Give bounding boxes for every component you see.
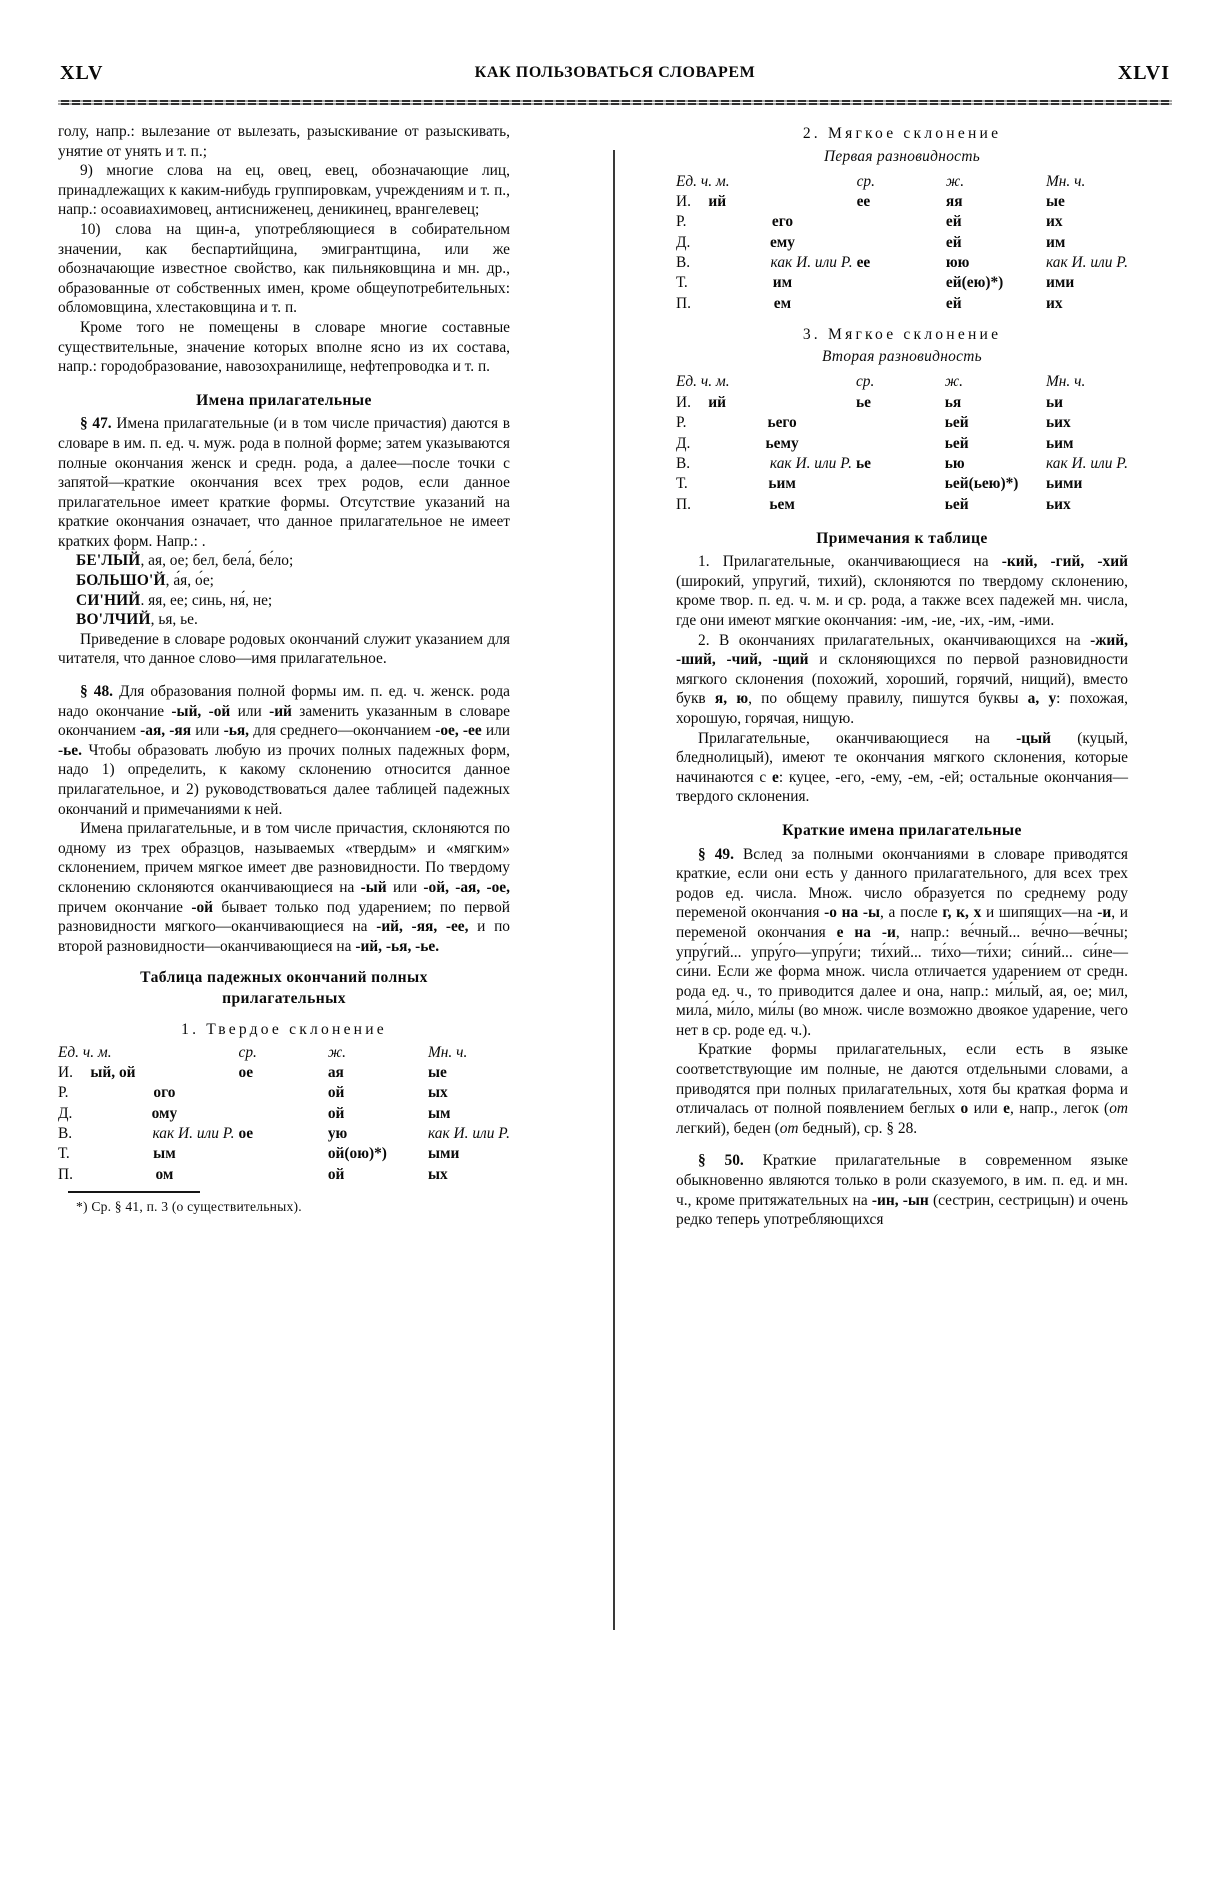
s50-t2: (сестрин, сестрицын) и очень редко теперь употребляющихся bbox=[676, 1191, 1128, 1229]
note-1 bbox=[676, 552, 1128, 630]
case-label: В. bbox=[676, 454, 691, 472]
cell-fem: ьей bbox=[944, 434, 969, 452]
table-header-row bbox=[676, 171, 1128, 191]
s48p2-t2: или bbox=[386, 878, 424, 896]
cell-fem: ей(ею)*) bbox=[945, 274, 1004, 292]
entry-endings: , ая, ое; бел, бела́, бе́ло; bbox=[140, 552, 294, 570]
cell-neut bbox=[856, 413, 945, 433]
s48-b6: -ье. bbox=[58, 741, 82, 759]
cell-neut: ье bbox=[855, 393, 871, 411]
s48-t5: для среднего—окончанием bbox=[249, 722, 436, 740]
note-2-d: , по общему правилу, пишутся буквы bbox=[748, 690, 1028, 708]
note-3-a: Прилагательные, оканчивающиеся на bbox=[698, 729, 1017, 747]
right-column bbox=[676, 122, 1128, 1230]
cell-masc: ому bbox=[151, 1104, 178, 1122]
s49p2-t1: Краткие формы прилагательных, если есть в языке соответствующие им полные, не даются отдельными словами, а приводятся при полных прилагательных, хотя бы краткая форма и отличалась от полной появлением беглых bbox=[676, 1041, 1128, 1118]
case-label: П. bbox=[676, 294, 691, 312]
cell-neut bbox=[857, 293, 946, 313]
s48-b5: -ое, -ее bbox=[435, 722, 482, 740]
case-label: И. bbox=[676, 393, 691, 411]
paragraph-47 bbox=[58, 414, 510, 551]
table-row bbox=[676, 212, 1128, 232]
th-number-masc: Ед. ч. м. bbox=[676, 172, 730, 190]
section-number-48: § 48. bbox=[80, 683, 114, 701]
table-row-accusative bbox=[676, 253, 1128, 273]
table-row bbox=[676, 392, 1128, 412]
table3-title: 3. Мягкое склонение bbox=[802, 325, 1002, 343]
folio-right: XLVI bbox=[1117, 62, 1170, 84]
note-2-e: : похожая, хорошую, горячая, нищую. bbox=[676, 690, 1128, 727]
entry-headword: БЕ'ЛЫЙ bbox=[76, 552, 141, 570]
cell-plur: ых bbox=[427, 1165, 448, 1183]
paragraph-after-entries: Приведение в словаре родовых окончаний служит указанием для читателя, что данное слово—имя прилагательное. bbox=[58, 630, 510, 668]
footnote-text: *) Ср. § 41, п. 3 (о существительных). bbox=[76, 1198, 302, 1214]
dictionary-entry bbox=[58, 610, 510, 630]
paragraph-49 bbox=[676, 845, 1128, 1041]
cell-masc: ьего bbox=[767, 414, 797, 432]
dictionary-entry bbox=[58, 551, 510, 571]
table1-title: 1. Твердое склонение bbox=[181, 1020, 387, 1038]
section-number-50: § 50. bbox=[698, 1152, 744, 1170]
list-item-9: 9) многие слова на ец, овец, евец, обозначающие лиц, принадлежащих к каким-нибудь группировкам, учреждениям и т. п., напр.: осоавиахимовец, антисниженец, деникинец, врангелевец; bbox=[58, 162, 510, 219]
table-row bbox=[676, 494, 1128, 514]
cell-masc-accusative bbox=[90, 1124, 238, 1144]
cell-fem: ей bbox=[945, 213, 962, 231]
cell-fem: ьей bbox=[944, 495, 969, 513]
dictionary-entry bbox=[58, 571, 510, 591]
th-neuter: ср. bbox=[238, 1043, 257, 1061]
s48-t2: или bbox=[230, 702, 270, 720]
note-2 bbox=[676, 631, 1128, 729]
section-number-49: § 49. bbox=[698, 845, 734, 863]
case-label: Т. bbox=[676, 475, 688, 493]
note-2-letters: я, ю bbox=[714, 690, 749, 708]
s49p2-t2: или bbox=[968, 1100, 1004, 1118]
s48p2-t3: причем окончание bbox=[58, 898, 192, 916]
s48p2-b1: -ый bbox=[360, 878, 387, 896]
declension-table-hard bbox=[58, 1042, 510, 1185]
s49-b1: -о на -ы bbox=[824, 904, 881, 922]
cell-plur: их bbox=[1045, 294, 1063, 312]
table-row bbox=[676, 232, 1128, 252]
table-row bbox=[58, 1144, 510, 1164]
case-label: Р. bbox=[58, 1084, 69, 1102]
cell-neut bbox=[239, 1103, 328, 1123]
s49p2-b1: о bbox=[960, 1100, 969, 1118]
s48p2-t4: бывает только под ударением; по первой разновидности мягкого—оканчивающиеся на bbox=[58, 898, 511, 936]
entry-headword: ВО'ЛЧИЙ bbox=[76, 611, 151, 629]
note-3-letter: е bbox=[771, 768, 779, 786]
s50-t1: Краткие прилагательные в современном языке обыкновенно являются только в роли сказуемого, в им. п. ед. и мн. ч., кроме притяжательных на bbox=[676, 1152, 1129, 1209]
note-2-number: 2. bbox=[698, 631, 710, 649]
cell-fem: ей bbox=[945, 294, 962, 312]
dictionary-entry bbox=[58, 591, 510, 611]
s48p2-b2: -ой, -ая, -ое, bbox=[423, 878, 510, 896]
s48p2-t5: и по второй разновидности—оканчивающиеся на bbox=[58, 918, 511, 955]
cell-fem: юю bbox=[945, 254, 970, 272]
case-label: В. bbox=[676, 254, 691, 272]
th-number-masc: Ед. ч. м. bbox=[676, 373, 730, 391]
table-row bbox=[676, 413, 1128, 433]
s48p2-b5: -ий, -ья, -ье. bbox=[355, 937, 440, 955]
cell-neut: ое bbox=[238, 1125, 254, 1143]
th-fem: ж. bbox=[945, 172, 965, 190]
case-label: П. bbox=[58, 1165, 73, 1183]
acc-ref-text: как И. или Р. bbox=[769, 454, 852, 472]
note-3-d: : куцее, -его, -ему, -ем, -ей; остальные окончания—твердого склонения. bbox=[676, 768, 1128, 806]
notes-heading: Примечания к таблице bbox=[816, 529, 988, 547]
paragraph-continued: голу, напр.: вылезание от вылезать, разыскивание от разыскивать, унятие от унять и т. п.; bbox=[58, 123, 510, 160]
table-row bbox=[676, 192, 1128, 212]
section-47-text: Имена прилагательные (и в том числе причастия) даются в словаре в им. п. ед. ч. муж. рода в полной форме; затем указываются полные окончания женск и средн. рода, а далее—после точки с запятой—краткие окончания всех трех родов, если данное прилагательное имеет краткие формы. Отсутствие указаний на краткие окончания означает, что данное прилагательное не имеет кратких форм. Напр.: . bbox=[58, 415, 510, 550]
cell-plur: ые bbox=[427, 1063, 447, 1081]
cell-fem: ой(ою)*) bbox=[327, 1145, 387, 1163]
table-row bbox=[676, 433, 1128, 453]
th-fem: ж. bbox=[944, 373, 963, 391]
cell-neut bbox=[239, 1144, 328, 1164]
cell-plur-accusative: как И. или Р. bbox=[1045, 454, 1128, 472]
cell-fem: ью bbox=[944, 454, 965, 472]
note-2-c: и склоняющихся по первой разновидности мягкого склонения (похожий, хороший, горячий, нищий), вместо букв bbox=[676, 651, 1129, 708]
table-row bbox=[58, 1063, 510, 1083]
s49-t1: Вслед за полными окончаниями в словаре приводятся краткие, если они есть у данного прилагательного, для всех трех родов ед. числа. Множ. число образуется по среднему роду переменой окончания bbox=[676, 845, 1129, 922]
cell-neut: ое bbox=[238, 1063, 254, 1081]
note-2-a: В окончаниях прилагательных, оканчивающихся на bbox=[709, 631, 1091, 649]
s48-t1: Для образования полной формы им. п. ед. ч. женск. рода надо окончание bbox=[58, 683, 510, 720]
note-1-a: Прилагательные, оканчивающиеся на bbox=[709, 553, 1002, 571]
table-row bbox=[676, 273, 1128, 293]
case-label: Д. bbox=[676, 233, 691, 251]
s49-t5: , напр.: ве́чный... ве́чно—ве́чны; упру́гий... упру́го—упру́ги; ти́хий... ти́хо—ти́хи; си́ний... си́не—си́ни. Если же форма множ. числа отличается ударением от средн. рода ед. ч., то приводится далее и она, напр.: ми́лый, ая, ое; мил, мила́, ми́ло, ми́лы (во множ. числе возможно двоякое ударение, чего нет в ср. роде ед. ч.). bbox=[676, 923, 1129, 1039]
running-head bbox=[60, 62, 1170, 98]
cell-plur-accusative: как И. или Р. bbox=[427, 1125, 510, 1143]
cell-masc: ьем bbox=[769, 495, 795, 513]
cell-fem: ой bbox=[327, 1084, 345, 1102]
cell-neut bbox=[857, 273, 946, 293]
declension-table-soft-second bbox=[676, 372, 1128, 515]
cell-plur: ьих bbox=[1045, 414, 1071, 432]
section-number-47: § 47. bbox=[80, 415, 112, 433]
paragraph-49b bbox=[676, 1040, 1128, 1138]
table-row bbox=[676, 474, 1128, 494]
cell-plur: ими bbox=[1045, 274, 1075, 292]
cell-masc-accusative bbox=[708, 454, 856, 474]
table-caption-line2: прилагательных bbox=[222, 989, 346, 1007]
footnote-rule bbox=[68, 1191, 200, 1194]
table2-title: 2. Мягкое склонение bbox=[802, 125, 1002, 142]
entry-endings: , ья, ье. bbox=[150, 611, 198, 629]
running-title: КАК ПОЛЬЗОВАТЬСЯ СЛОВАРЕМ bbox=[474, 64, 756, 81]
s50-b1: -ин, -ын bbox=[871, 1191, 929, 1209]
acc-ref-text: как И. или Р. bbox=[770, 254, 853, 272]
cell-masc: ьим bbox=[768, 475, 796, 493]
case-label: П. bbox=[676, 495, 691, 513]
cell-plur: ыми bbox=[427, 1145, 460, 1163]
case-label: В. bbox=[58, 1125, 73, 1143]
cell-fem: ья bbox=[944, 393, 962, 411]
case-label: И. bbox=[676, 192, 691, 210]
cell-neut: ее bbox=[856, 192, 871, 210]
s48p2-t1: Имена прилагательные, и в том числе причастия, склоняются по одному из трех образцов, называемых «твердым» и «мягким» склонением, причем мягкое имеет две разновидности. По твердому склонению склоняются оканчивающиеся на bbox=[58, 820, 510, 896]
note-3 bbox=[676, 729, 1128, 807]
table-row bbox=[676, 293, 1128, 313]
cell-plur: ьими bbox=[1045, 475, 1083, 493]
table-row-accusative bbox=[676, 454, 1128, 474]
cell-plur: их bbox=[1045, 213, 1063, 231]
table-row bbox=[58, 1103, 510, 1123]
cell-masc: ем bbox=[773, 294, 792, 312]
th-plural: Мн. ч. bbox=[1045, 373, 1086, 391]
note-1-c: (широкий, упругий, тихий), склоняются по твердому склонению, кроме твор. п. ед. ч. м. и ср. рода, а также всех падежей мн. числа, где они имеют мягкие окончания: -им, -ие, -их, -им, -ими. bbox=[676, 572, 1128, 629]
table3-subtitle: Вторая разновидность bbox=[822, 348, 982, 366]
cell-neut: ее bbox=[856, 254, 871, 272]
s49p2-i2: от bbox=[779, 1119, 799, 1137]
acc-ref-text: как И. или Р. bbox=[152, 1125, 235, 1143]
entry-endings: , а́я, о́е; bbox=[165, 572, 214, 590]
cell-masc: ым bbox=[153, 1145, 176, 1163]
s48-b4: -ья, bbox=[223, 722, 250, 740]
cell-fem: ьей(ьею)*) bbox=[944, 475, 1019, 493]
cell-neut bbox=[857, 232, 946, 252]
s48-b3: -ая, -яя bbox=[140, 722, 192, 740]
th-number-masc: Ед. ч. м. bbox=[58, 1043, 112, 1061]
cell-neut bbox=[856, 494, 945, 514]
s49p2-t5: бедный), ср. § 28. bbox=[798, 1119, 918, 1137]
table2-subtitle: Первая разновидность bbox=[823, 147, 981, 165]
cell-fem: ьей bbox=[944, 414, 969, 432]
note-1-endings: -кий, -гий, -хий bbox=[1001, 553, 1128, 571]
paragraph-50 bbox=[676, 1151, 1128, 1229]
s49p2-t3: , напр., легок ( bbox=[1009, 1100, 1110, 1118]
s48-t7: Чтобы образовать любую из прочих полных падежных форм, надо 1) определить, к какому склонению относится данное прилагательное, и 2) руководствоваться далее таблицей падежных окончаний и примечаниями к ней. bbox=[58, 741, 510, 818]
s49p2-b2: е bbox=[1003, 1100, 1010, 1118]
heading-adjectives: Имена прилагательные bbox=[196, 391, 372, 409]
cell-neut: ье bbox=[855, 454, 871, 472]
cell-plur: им bbox=[1045, 233, 1066, 251]
s49p2-i1: от bbox=[1109, 1100, 1128, 1118]
note-1-number: 1. bbox=[698, 553, 710, 571]
th-neuter: ср. bbox=[856, 172, 875, 190]
th-plural: Мн. ч. bbox=[427, 1043, 468, 1061]
cell-plur: ьих bbox=[1045, 495, 1071, 513]
cell-masc: ему bbox=[769, 233, 795, 251]
paragraph-48b bbox=[58, 819, 510, 956]
table-row bbox=[58, 1083, 510, 1103]
s48-b1: -ый, -ой bbox=[171, 702, 231, 720]
entry-headword: СИ'НИЙ bbox=[76, 591, 141, 609]
table-row bbox=[58, 1164, 510, 1184]
case-label: И. bbox=[58, 1063, 73, 1081]
table-header-row bbox=[58, 1042, 510, 1062]
cell-plur-accusative: как И. или Р. bbox=[1045, 254, 1128, 272]
cell-plur: ьи bbox=[1045, 393, 1063, 411]
declension-table-soft-first bbox=[676, 171, 1128, 314]
s49-b3: -и bbox=[1097, 904, 1112, 922]
column-divider bbox=[613, 150, 615, 1630]
case-label: Р. bbox=[676, 213, 687, 231]
cell-masc: ий bbox=[708, 192, 727, 210]
case-label: Т. bbox=[676, 274, 688, 292]
s48p2-b4: -ий, -яя, -ее, bbox=[376, 918, 469, 936]
case-label: Д. bbox=[58, 1104, 73, 1122]
cell-neut bbox=[856, 433, 945, 453]
cell-neut bbox=[856, 474, 945, 494]
case-label: Д. bbox=[676, 434, 691, 452]
s49-b2: г, к, х bbox=[942, 904, 982, 922]
th-fem: ж. bbox=[327, 1043, 346, 1061]
cell-masc: ом bbox=[155, 1165, 174, 1183]
s48-t6: или bbox=[481, 722, 510, 740]
header-rule bbox=[58, 100, 1172, 105]
cell-masc: ий bbox=[708, 393, 726, 411]
list-item-10: 10) слова на щин-а, употребляющиеся в собирательном значении, как беспартийщина, эмигрантщина, или же обозначающие известное свойство, как пильняковщина и мн. др., образованные от собственных имен, кроме общеупотребительных: обломовщина, хлестаковщина и т. п. bbox=[58, 220, 510, 317]
table-caption-line1: Таблица падежных окончаний полных bbox=[140, 969, 428, 987]
cell-fem: ую bbox=[327, 1125, 348, 1143]
cell-masc: ьему bbox=[765, 434, 799, 452]
s49-b4: е на -и bbox=[836, 923, 896, 941]
cell-neut bbox=[239, 1083, 328, 1103]
case-label: Р. bbox=[676, 414, 687, 432]
cell-plur: ьим bbox=[1045, 434, 1074, 452]
cell-masc: ый, ой bbox=[90, 1063, 136, 1081]
s49p2-t4: легкий), беден ( bbox=[676, 1119, 780, 1137]
cell-fem: ей bbox=[945, 233, 962, 251]
cell-neut bbox=[239, 1164, 328, 1184]
cell-neut bbox=[857, 212, 946, 232]
cell-plur: ым bbox=[427, 1104, 451, 1122]
cell-fem: ой bbox=[327, 1104, 345, 1122]
paragraph-48 bbox=[58, 682, 510, 819]
s49-t2: , а после bbox=[880, 904, 943, 922]
folio-left: XLV bbox=[60, 62, 104, 84]
table-header-row bbox=[676, 372, 1128, 392]
s49-t4: , и переменой окончания bbox=[676, 904, 1128, 941]
case-label: Т. bbox=[58, 1145, 70, 1163]
heading-short-adjectives: Краткие имена прилагательные bbox=[782, 821, 1022, 839]
cell-plur: ые bbox=[1045, 192, 1065, 210]
table-row-accusative bbox=[58, 1124, 510, 1144]
th-neuter: ср. bbox=[855, 373, 875, 391]
s48-t4: или bbox=[191, 722, 224, 740]
s48-t3: заменить указанным в словаре окончанием bbox=[58, 702, 510, 740]
cell-masc: ого bbox=[153, 1084, 176, 1102]
entry-endings: . яя, ее; синь, ня́, не; bbox=[140, 591, 273, 609]
cell-masc: его bbox=[771, 213, 794, 231]
cell-masc: им bbox=[772, 274, 793, 292]
note-3-c: (куцый, бледнолицый), имеют те окончания мягкого склонения, которые начинаются с bbox=[676, 729, 1128, 786]
cell-fem: яя bbox=[945, 192, 963, 210]
note-2-letters-2: а, у bbox=[1027, 690, 1057, 708]
s49-t3: и шипящих—на bbox=[981, 904, 1098, 922]
cell-masc-accusative bbox=[708, 253, 856, 273]
note-3-endings: -цый bbox=[1016, 729, 1052, 747]
cell-fem: ой bbox=[327, 1165, 345, 1183]
left-column bbox=[58, 122, 510, 1215]
th-plural: Мн. ч. bbox=[1045, 172, 1086, 190]
entry-headword: БОЛЬШО'Й bbox=[76, 572, 166, 590]
paragraph-besides: Кроме того не помещены в словаре многие составные существительные, значение которых вполне ясно из их состава, напр.: городобразование, навозохранилище, нефтепроводка и т. п. bbox=[58, 318, 510, 376]
s48-b2: -ий bbox=[269, 702, 292, 720]
s48p2-b3: -ой bbox=[191, 898, 214, 916]
cell-fem: ая bbox=[327, 1063, 344, 1081]
note-2-endings: -жий, -ший, -чий, -щий bbox=[676, 631, 1128, 669]
cell-plur: ых bbox=[427, 1084, 448, 1102]
